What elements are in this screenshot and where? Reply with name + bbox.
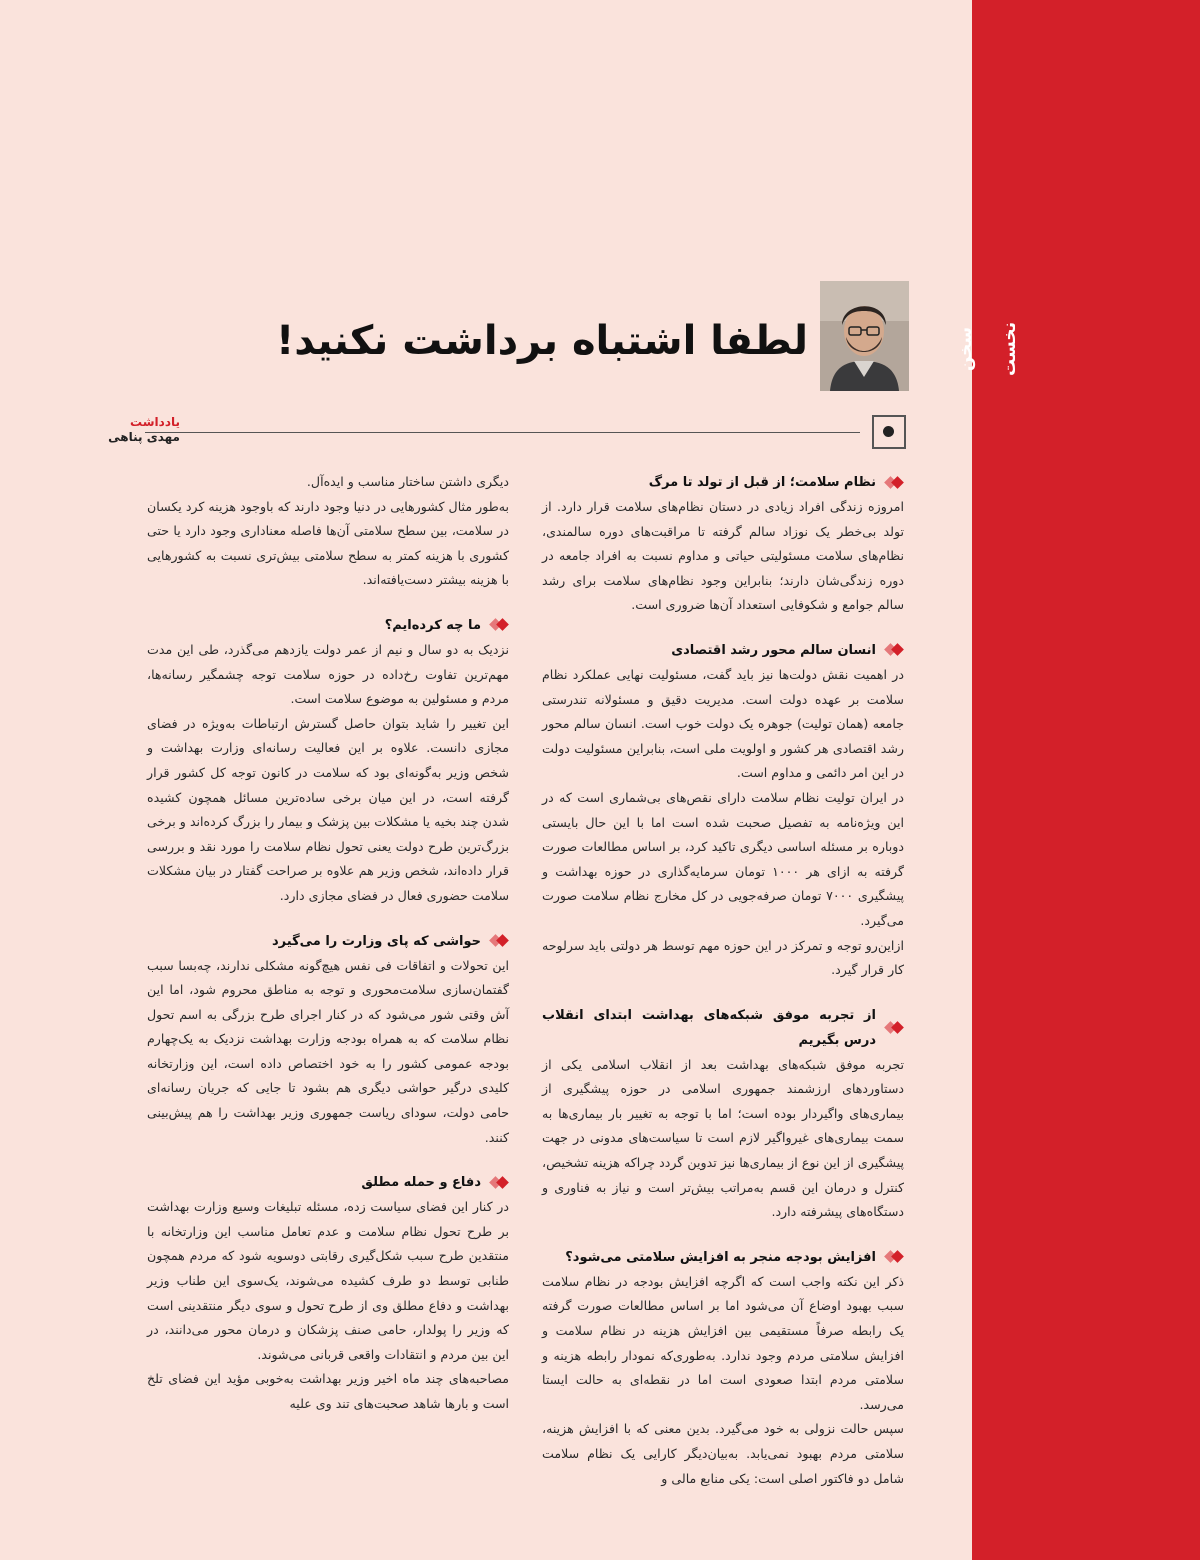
- paragraph: در اهمیت نقش دولت‌ها نیز باید گفت، مسئولیت نهایی عملکرد نظام سلامت بر عهده دولت است. مدیریت دقیق و مسئولانه تندرستی جامعه (همان تولیت) جوهره یک دولت خوب است. انسان سالم محور رشد اقتصادی هر کشور و اولویت ملی است، بنابراین مسئولیت دولت در این امر دائمی و مداوم است.: [542, 666, 904, 781]
- section: [542, 1245, 904, 1491]
- section: [147, 1170, 509, 1416]
- author-name: مهدی پناهی: [108, 430, 180, 444]
- paragraph: سپس حالت نزولی به خود می‌گیرد. بدین معنی که با افزایش هزینه، سلامتی مردم بهبود نمی‌یابد. به‌بیان‌دیگر کارایی یک نظام سلامت شامل دو فاکتور اصلی است: یکی منابع مالی و: [542, 1421, 904, 1486]
- paragraph: در ایران تولیت نظام سلامت دارای نقص‌های بی‌شماری است که در این ویژه‌نامه به تفصیل صحبت شده است اما با این حال بایستی دوباره بر مسئله اساسی دیگری تاکید کرد، بر اساس مطالعات صورت گرفته به ازای هر ۱۰۰۰ تومان سرمایه‌گذاری در حوزه بهداشت و پیشگیری ۷۰۰۰ تومان صرفه‌جویی در کل مخارج نظام سلامت صورت می‌گیرد.: [542, 789, 904, 928]
- bullet-dot-icon: [883, 426, 894, 437]
- author-portrait-icon: [820, 281, 909, 391]
- section-heading: از تجربه موفق شبکه‌های بهداشت ابتدای انقلاب درس بگیریم: [542, 1003, 904, 1053]
- paragraph: تجربه موفق شبکه‌های بهداشت بعد از انقلاب اسلامی یکی از دستاوردهای ارزشمند جمهوری اسلامی در حوزه پیشگیری از بیماری‌های واگیردار بوده است؛ اما با توجه به تغییر بار بیماری‌ها به سمت بیماری‌های غیرواگیر لازم است تا سیاست‌های مدونی در جهت پیشگیری از این نوع از بیماری‌ها نیز تدوین گردد چراکه هزینه تشخیص، کنترل و درمان این قسم به‌مراتب بیش‌تر است و نیاز به فناوری و دستگاه‌های پیشرفته دارد.: [542, 1056, 904, 1220]
- section-heading: حواشی که پای وزارت را می‌گیرد: [147, 929, 509, 954]
- paragraph: این تغییر را شاید بتوان حاصل گسترش ارتباطات به‌ویژه در فضای مجازی دانست. علاوه بر این فعالیت رسانه‌ای وزارت بهداشت و شخص وزیر به‌گونه‌ای بود که سلامت در کانون توجه کل کشور قرار گرفته است، در این میان برخی ساده‌ترین مسائل همچون کشیده شدن چند بخیه یا مشکلات بین پزشک و بیمار را بزرگ کرده‌اند و برخی بزرگ‌ترین طرح دولت یعنی تحول نظام سلامت را مورد نقد و بررسی قرار داده‌اند، شخص وزیر هم علاوه بر صراحت گفتار در بیان مشکلات سلامت حضوری فعال در فضای مجازی دارد.: [147, 715, 509, 903]
- paragraph: ذکر این نکته واجب است که اگرچه افزایش بودجه در نظام سلامت سبب بهبود اوضاع آن می‌شود اما بر اساس مطالعات صورت گرفته یک رابطه صرفاً مستقیمی بین افزایش هزینه در نظام سلامت و افزایش سلامتی مردم وجود ندارد. به‌طوری‌که نمودار رابطه هزینه و سلامتی مردم ابتدا صعودی است اما در نقطه‌ای به حالت ایستا می‌رسد.: [542, 1273, 904, 1412]
- section: [542, 470, 904, 618]
- section: [147, 613, 509, 909]
- paragraph: در کنار این فضای سیاست زده، مسئله تبلیغات وسیع وزارت بهداشت بر طرح تحول نظام سلامت و عدم تعامل مناسب این وزارتخانه با منتقدین طرح سبب شکل‌گیری رقابتی دوسویه شود که مردم همچون طنابی توسط دو طرف کشیده می‌شوند، یک‌سوی این طناب وزیر بهداشت و دفاع مطلق وی از طرح تحول و سوی دیگر منتقدینی است که وزیر را پولدار، حامی صنف پزشکان و درمان محور می‌دانند، در این بین مردم و انتقادات واقعی قربانی می‌شوند.: [147, 1199, 509, 1362]
- article-type: یادداشت: [130, 415, 180, 429]
- article-title: لطفا اشتباه برداشت نکنید!: [275, 318, 808, 364]
- paragraph: ازاین‌رو توجه و تمرکز در این حوزه مهم توسط هر دولتی باید سرلوحه کار قرار گیرد.: [542, 937, 904, 978]
- paragraph: مصاحبه‌های چند ماه اخیر وزیر بهداشت به‌خوبی مؤید این فضای تلخ است و بارها شاهد صحبت‌های تند وی علیه: [147, 1371, 509, 1411]
- left-column: [147, 470, 509, 1417]
- section-heading: دفاع و حمله مطلق: [147, 1170, 509, 1195]
- section: [147, 470, 509, 593]
- right-column: [542, 470, 904, 1491]
- section-heading: انسان سالم محور رشد اقتصادی: [542, 638, 904, 663]
- section-tab-label: سخن نخست: [956, 322, 1020, 376]
- diamond-bullet-icon: [882, 477, 904, 489]
- author-photo: [820, 281, 909, 391]
- red-side-strip: [972, 0, 1200, 1560]
- diamond-bullet-icon: [882, 1022, 904, 1034]
- paragraph: نزدیک به دو سال و نیم از عمر دولت یازدهم می‌گذرد، طی این مدت مهم‌ترین تفاوت رخ‌داده در حوزه سلامت توجه چشمگیر رسانه‌ها، مردم و مسئولین به موضوع سلامت است.: [147, 641, 509, 707]
- section-heading: افزایش بودجه منجر به افزایش سلامتی می‌شود؟: [542, 1245, 904, 1270]
- diamond-bullet-icon: [882, 644, 904, 656]
- title-divider: [145, 432, 860, 433]
- paragraph: به‌طور مثال کشورهایی در دنیا وجود دارند که باوجود هزینه کرد یکسان در سلامت، بین سطح سلامتی آن‌ها فاصله معناداری وجود دارد یا حتی کشوری با هزینه کمتر به سطح سلامتی بیش‌تری نسبت به کشورهایی با هزینه بیشتر دست‌یافته‌اند.: [147, 498, 509, 588]
- paragraph: امروزه زندگی افراد زیادی در دستان نظام‌های سلامت قرار دارد. از تولد بی‌خطر یک نوزاد سالم گرفته تا مراقبت‌های دوره سالمندی، نظام‌های سلامت مسئولیتی حیاتی و مداوم نسبت به افراد جامعه در دوره زندگی‌شان دارند؛ بنابراین وجود نظام‌های سلامت برای رشد سالم جوامع و شکوفایی استعداد آن‌ها ضروری است.: [542, 499, 904, 613]
- diamond-bullet-icon: [487, 935, 509, 947]
- paragraph: این تحولات و اتفاقات فی نفس هیچ‌گونه مشکلی ندارند، چه‌بسا سبب گفتمان‌سازی سلامت‌محوری و توجه به مناطق محروم شود، اما این آش وقتی شور می‌شود که در کنار اجرای طرح بزرگی به اسم تحول نظام سلامت که به همراه بودجه وزارت بهداشت نزدیک به یک‌چهارم بودجه عمومی کشور را به خود اختصاص داده است، این وزارتخانه کلیدی درگیر حواشی دیگری هم بشود تا جایی که جریان رسانه‌ای حامی دولت، سودای ریاست جمهوری وزیر بهداشت را هم پیش‌بینی کنند.: [147, 957, 509, 1145]
- section: [147, 929, 509, 1151]
- paragraph: دیگری داشتن ساختار مناسب و ایده‌آل.: [306, 474, 509, 489]
- section-heading: ما چه کرده‌ایم؟: [147, 613, 509, 638]
- diamond-bullet-icon: [487, 1177, 509, 1189]
- diamond-bullet-icon: [487, 619, 509, 631]
- section: [542, 638, 904, 983]
- diamond-bullet-icon: [882, 1251, 904, 1263]
- section: [542, 1003, 904, 1225]
- section-heading: نظام سلامت؛ از قبل از تولد تا مرگ: [542, 470, 904, 495]
